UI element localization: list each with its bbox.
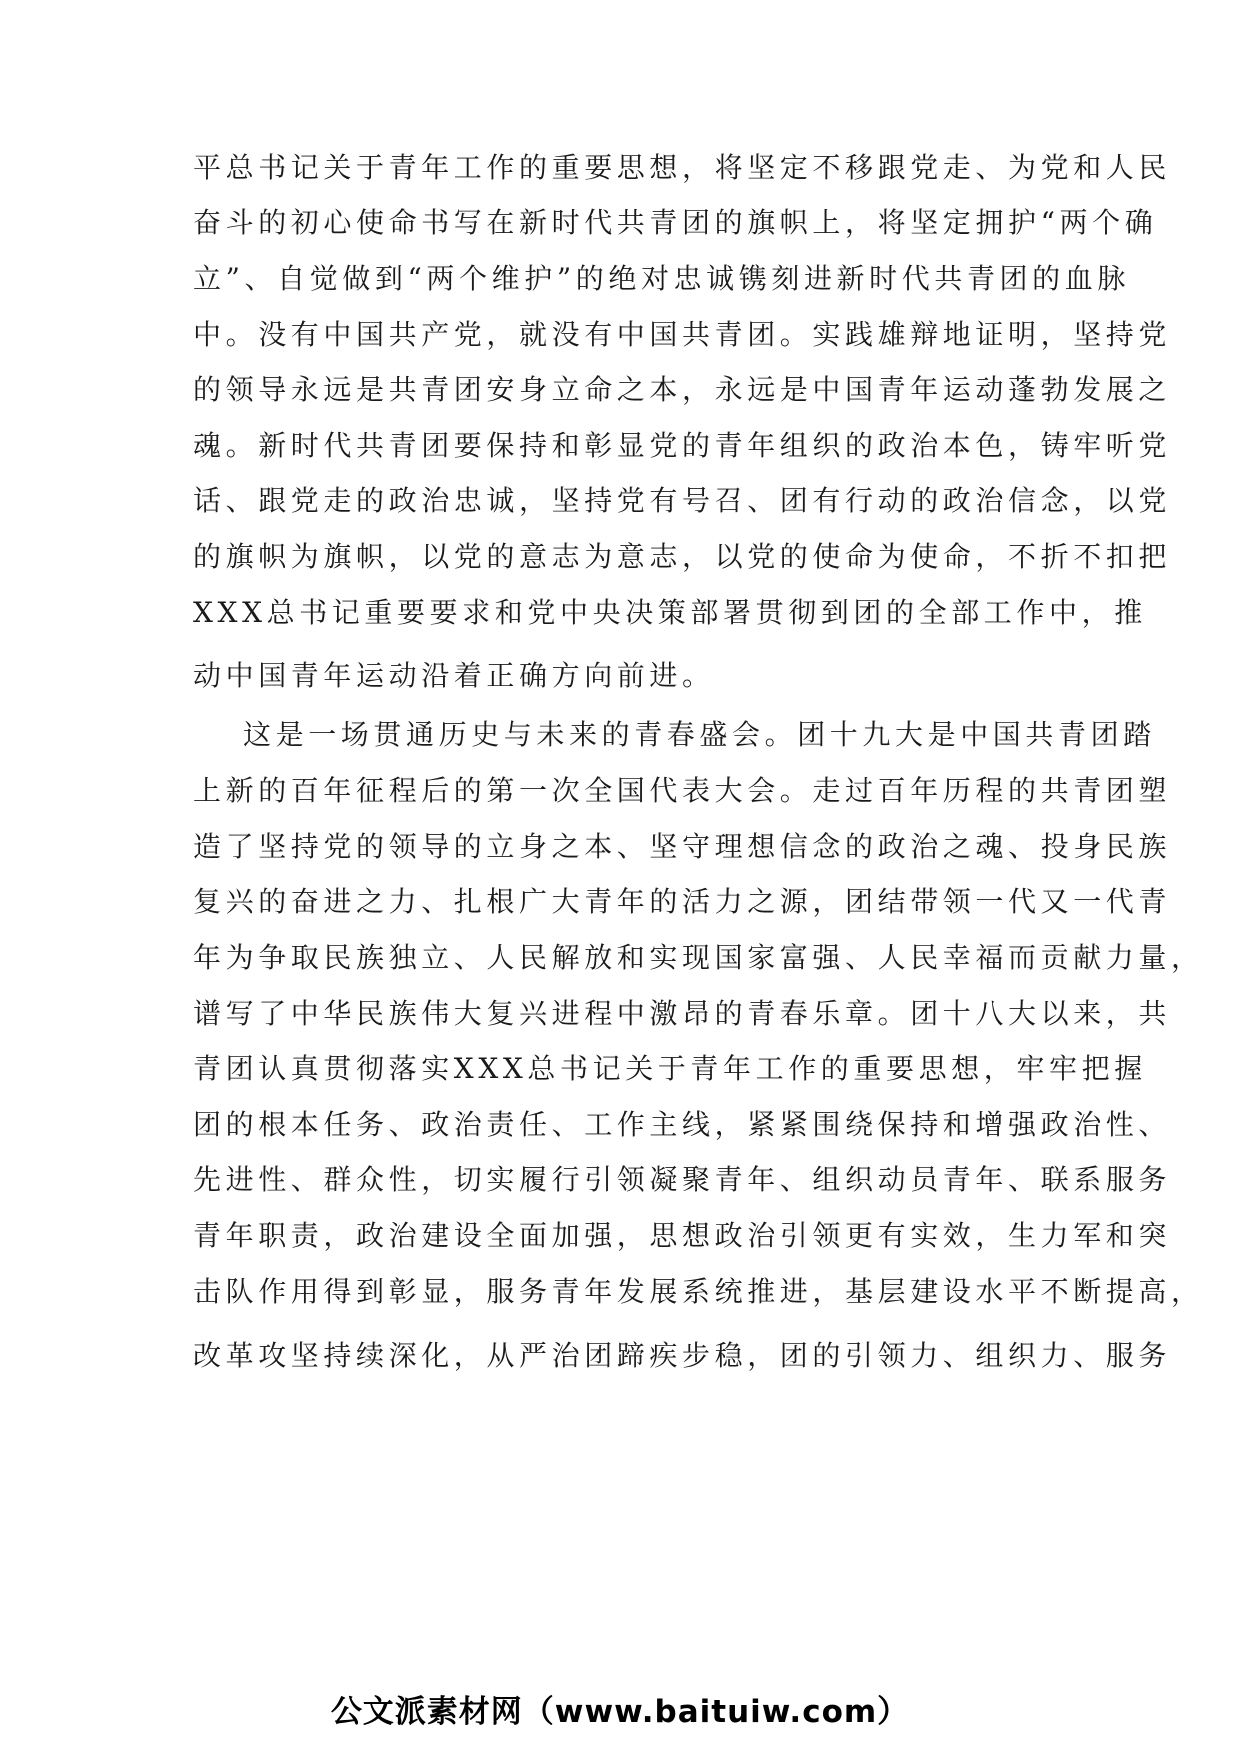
text-line: 击队作用得到彰显，服务青年发展系统推进，基层建设水平不断提高， bbox=[193, 1275, 1204, 1308]
text-line: 先进性、群众性，切实履行引领凝聚青年、组织动员青年、联系服务 bbox=[193, 1163, 1172, 1196]
text-line: 动中国青年运动沿着正确方向前进。 bbox=[193, 659, 715, 692]
text-line: 奋斗的初心使命书写在新时代共青团的旗帜上，将坚定拥护“两个确 bbox=[193, 206, 1158, 239]
text-line: 年为争取民族独立、人民解放和实现国家富强、人民幸福而贡献力量， bbox=[193, 941, 1204, 974]
text-line: 上新的百年征程后的第一次全国代表大会。走过百年历程的共青团塑 bbox=[193, 774, 1172, 807]
text-line: 青年职责，政治建设全面加强，思想政治引领更有实效，生力军和突 bbox=[193, 1219, 1172, 1252]
text-line: 青团认真贯彻落实XXX总书记关于青年工作的重要思想，牢牢把握 bbox=[193, 1052, 1147, 1085]
text-line: 魂。新时代共青团要保持和彰显党的青年组织的政治本色，铸牢听党 bbox=[193, 429, 1172, 462]
text-line: XXX总书记重要要求和党中央决策部署贯彻到团的全部工作中，推 bbox=[193, 596, 1147, 629]
text-line: 平总书记关于青年工作的重要思想，将坚定不移跟党走、为党和人民 bbox=[193, 151, 1172, 184]
text-line: 改革攻坚持续深化，从严治团蹄疾步稳，团的引领力、组织力、服务 bbox=[193, 1339, 1172, 1372]
text-line: 话、跟党走的政治忠诚，坚持党有号召、团有行动的政治信念，以党 bbox=[193, 484, 1172, 517]
text-line: 造了坚持党的领导的立身之本、坚守理想信念的政治之魂、投身民族 bbox=[193, 830, 1172, 863]
text-line: 的旗帜为旗帜，以党的意志为意志，以党的使命为使命，不折不扣把 bbox=[193, 540, 1172, 573]
paragraph-first-line: 这是一场贯通历史与未来的青春盛会。团十九大是中国共青团踏 bbox=[243, 718, 1156, 751]
text-line: 复兴的奋进之力、扎根广大青年的活力之源，团结带领一代又一代青 bbox=[193, 885, 1172, 918]
text-line: 的领导永远是共青团安身立命之本，永远是中国青年运动蓬勃发展之 bbox=[193, 373, 1172, 406]
text-line: 中。没有中国共产党，就没有中国共青团。实践雄辩地证明，坚持党 bbox=[193, 318, 1172, 351]
text-line: 团的根本任务、政治责任、工作主线，紧紧围绕保持和增强政治性、 bbox=[193, 1108, 1172, 1141]
text-line: 立”、自觉做到“两个维护”的绝对忠诚镌刻进新时代共青团的血脉 bbox=[193, 262, 1130, 295]
text-line: 谱写了中华民族伟大复兴进程中激昂的青春乐章。团十八大以来，共 bbox=[193, 997, 1172, 1030]
site-footer: 公文派素材网（www.baituiw.com） bbox=[330, 1694, 910, 1730]
